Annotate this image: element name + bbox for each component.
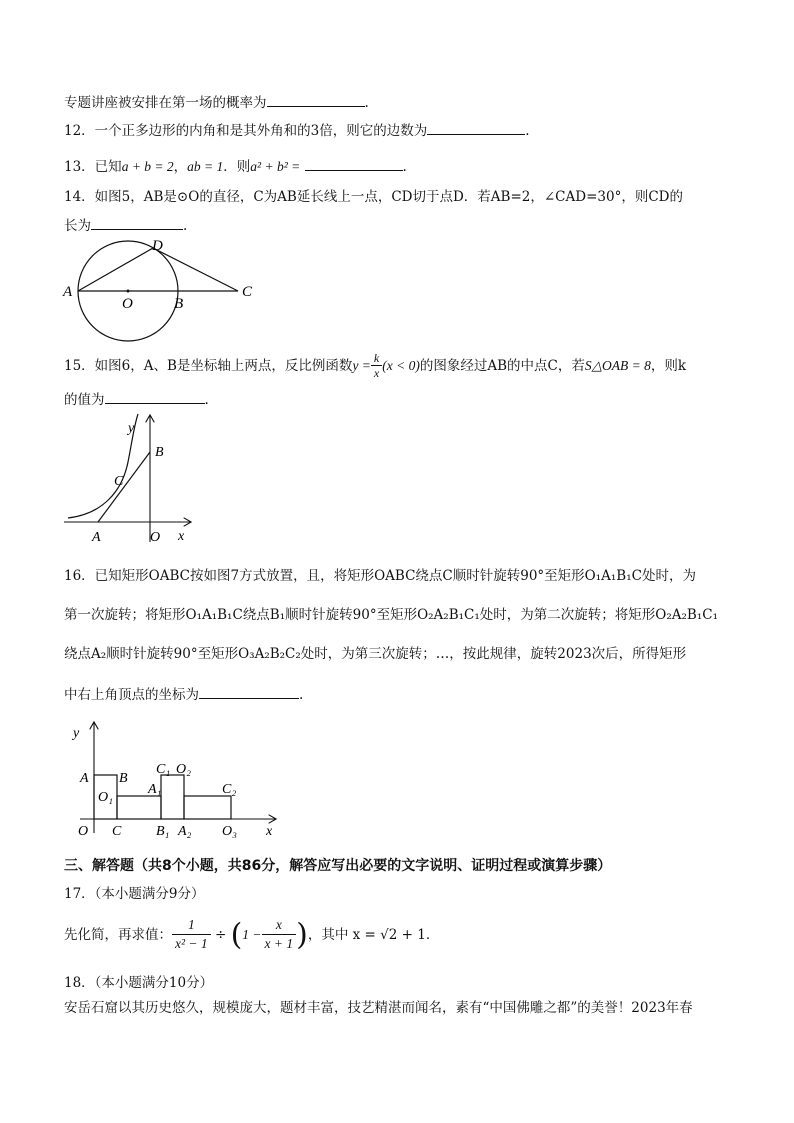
q17-title: 17．（本小题满分9分） bbox=[64, 886, 205, 902]
q17-f2-den: x + 1 bbox=[264, 936, 294, 951]
fig7-label-a2: A₂ bbox=[178, 824, 192, 839]
fig7-label-o1: O₁ bbox=[98, 790, 113, 805]
q12-text: 12．一个正多边形的内角和是其外角和的3倍，则它的边数为 bbox=[64, 123, 428, 139]
fig7-label-a1: A₁ bbox=[148, 782, 162, 797]
q13-line bbox=[64, 156, 407, 176]
q13-sep: ， bbox=[173, 159, 188, 175]
fig6-label-c: C bbox=[114, 474, 124, 489]
q15-mid: 的图象经过AB的中点C，若 bbox=[419, 358, 585, 374]
q13-eq2: ab = 1 bbox=[187, 159, 224, 174]
q12-answer-blank[interactable] bbox=[427, 120, 525, 135]
q17-one-minus: 1 − bbox=[242, 927, 262, 942]
fig7-rect-1 bbox=[117, 796, 161, 819]
q14-period: . bbox=[183, 218, 188, 234]
q15-func-k: k bbox=[371, 351, 382, 366]
fig7-label-c: C bbox=[112, 824, 122, 839]
figure-6 bbox=[62, 410, 202, 550]
q17-paren-open: ( bbox=[230, 917, 243, 953]
q17-paren-close: ) bbox=[296, 917, 308, 953]
fig5-label-o: O bbox=[122, 296, 133, 312]
q16-period: . bbox=[299, 687, 304, 703]
q17-fraction-1 bbox=[172, 916, 211, 953]
q14-answer-blank[interactable] bbox=[91, 215, 183, 230]
q11-text: 专题讲座被安排在第一场的概率为 bbox=[64, 95, 267, 111]
q11-answer-blank[interactable] bbox=[267, 92, 365, 107]
q16-line4-text: 中右上角顶点的坐标为 bbox=[64, 687, 199, 703]
fig6-label-a: A bbox=[92, 530, 101, 545]
q15-cond: (x < 0) bbox=[382, 358, 420, 373]
q11-line bbox=[64, 92, 369, 112]
q17-expression bbox=[64, 917, 439, 954]
q14-line1: 14．如图5，AB是⊙O的直径，C为AB延长线上一点，CD切于点D．若AB=2，∠CAD=30°，则CD的 bbox=[64, 189, 683, 205]
q11-period: . bbox=[364, 95, 369, 111]
fig5-label-a: A bbox=[63, 284, 73, 300]
fig6-line-ab bbox=[98, 452, 150, 522]
fig6-label-x: x bbox=[178, 529, 185, 544]
q16-line3: 绕点A₂顺时针旋转90°至矩形O₃A₂B₂C₂处时，为第三次旋转；…，按此规律，旋转2023次后，所得矩形 bbox=[64, 646, 687, 662]
fig5-line-dc bbox=[153, 248, 238, 291]
fig7-label-o2: O₂ bbox=[176, 762, 191, 777]
fig7-label-o: O bbox=[78, 824, 89, 839]
q17-f1-num: 1 bbox=[172, 916, 211, 935]
q16-line2: 第一次旋转；将矩形O₁A₁B₁C绕点B₁顺时针旋转90°至矩形O₂A₂B₁C₁处时，为第二次旋转；将矩形O₂A₂B₁C₁ bbox=[64, 607, 718, 623]
fig5-label-d: D bbox=[152, 238, 163, 254]
section-3-heading: 三、解答题（共8个小题，共86分，解答应写出必要的文字说明、证明过程或演算步骤） bbox=[64, 858, 612, 874]
q12-period: . bbox=[525, 123, 530, 139]
q15-prefix: 15．如图6，A、B是坐标轴上两点，反比例函数 bbox=[64, 358, 353, 374]
q13-expr: a² + b² = bbox=[250, 159, 301, 174]
figure-7 bbox=[70, 715, 290, 840]
fig7-label-y: y bbox=[73, 726, 80, 741]
q13-period: . bbox=[402, 159, 407, 175]
fig7-rect-2 bbox=[161, 775, 184, 819]
q15-line2-text: 的值为 bbox=[64, 392, 105, 408]
q16-answer-blank[interactable] bbox=[199, 684, 299, 699]
fig7-label-b: B bbox=[119, 771, 128, 786]
q15-func-y: y = bbox=[352, 358, 371, 373]
fig7-label-b1: B₁ bbox=[156, 824, 170, 839]
fig7-rect-3 bbox=[184, 796, 231, 819]
q18-text: 安岳石窟以其历史悠久，规模庞大，题材丰富，技艺精湛而闻名，素有“中国佛雕之都”的美誉！2023年春 bbox=[64, 1000, 693, 1016]
q15-line2 bbox=[64, 389, 209, 409]
q14-line2-text: 长为 bbox=[64, 218, 91, 234]
fig6-label-b: B bbox=[155, 445, 164, 460]
q15-period: . bbox=[204, 392, 209, 408]
q15-area: S△OAB = 8 bbox=[584, 358, 651, 373]
fig7-label-a: A bbox=[80, 771, 89, 786]
q14-line2 bbox=[64, 215, 187, 235]
q15-func-x: x bbox=[373, 366, 380, 380]
q17-fraction-2 bbox=[262, 916, 297, 953]
q13-prefix: 13．已知 bbox=[64, 159, 122, 175]
q15-fraction bbox=[371, 351, 382, 380]
figure-5 bbox=[60, 236, 270, 346]
fig7-label-o3: O₃ bbox=[222, 824, 237, 839]
fig5-label-b: B bbox=[174, 296, 184, 312]
fig5-center-dot bbox=[127, 290, 130, 293]
q17-suffix: ，其中 x = √2 + 1． bbox=[307, 927, 440, 943]
q17-divide: ÷ bbox=[214, 927, 227, 943]
fig6-label-y: y bbox=[128, 421, 135, 436]
q15-line1 bbox=[64, 352, 686, 381]
q13-eq1: a + b = 2 bbox=[121, 159, 174, 174]
q17-f1-den: x² − 1 bbox=[175, 936, 208, 951]
q17-prefix: 先化简，再求值： bbox=[64, 927, 172, 943]
fig5-label-c: C bbox=[242, 284, 253, 300]
fig7-label-c1: C₁ bbox=[156, 762, 171, 777]
fig6-label-o: O bbox=[150, 530, 161, 545]
q15-answer-blank[interactable] bbox=[105, 389, 205, 404]
q17-f2-num: x bbox=[262, 916, 297, 935]
q15-suffix: ，则k bbox=[650, 358, 687, 374]
q16-line1: 16．已知矩形OABC按如图7方式放置，且，将矩形OABC绕点C顺时针旋转90°至矩形O₁A₁B₁C处时，为 bbox=[64, 568, 696, 584]
q13-answer-blank[interactable] bbox=[305, 156, 403, 171]
q13-mid: ．则 bbox=[223, 159, 251, 175]
fig7-label-c2: C₂ bbox=[222, 782, 237, 797]
q18-title: 18．（本小题满分10分） bbox=[64, 975, 214, 991]
fig7-label-x: x bbox=[266, 824, 273, 839]
q16-line4 bbox=[64, 684, 303, 704]
fig5-line-ad bbox=[78, 248, 153, 291]
q12-line bbox=[64, 120, 530, 140]
